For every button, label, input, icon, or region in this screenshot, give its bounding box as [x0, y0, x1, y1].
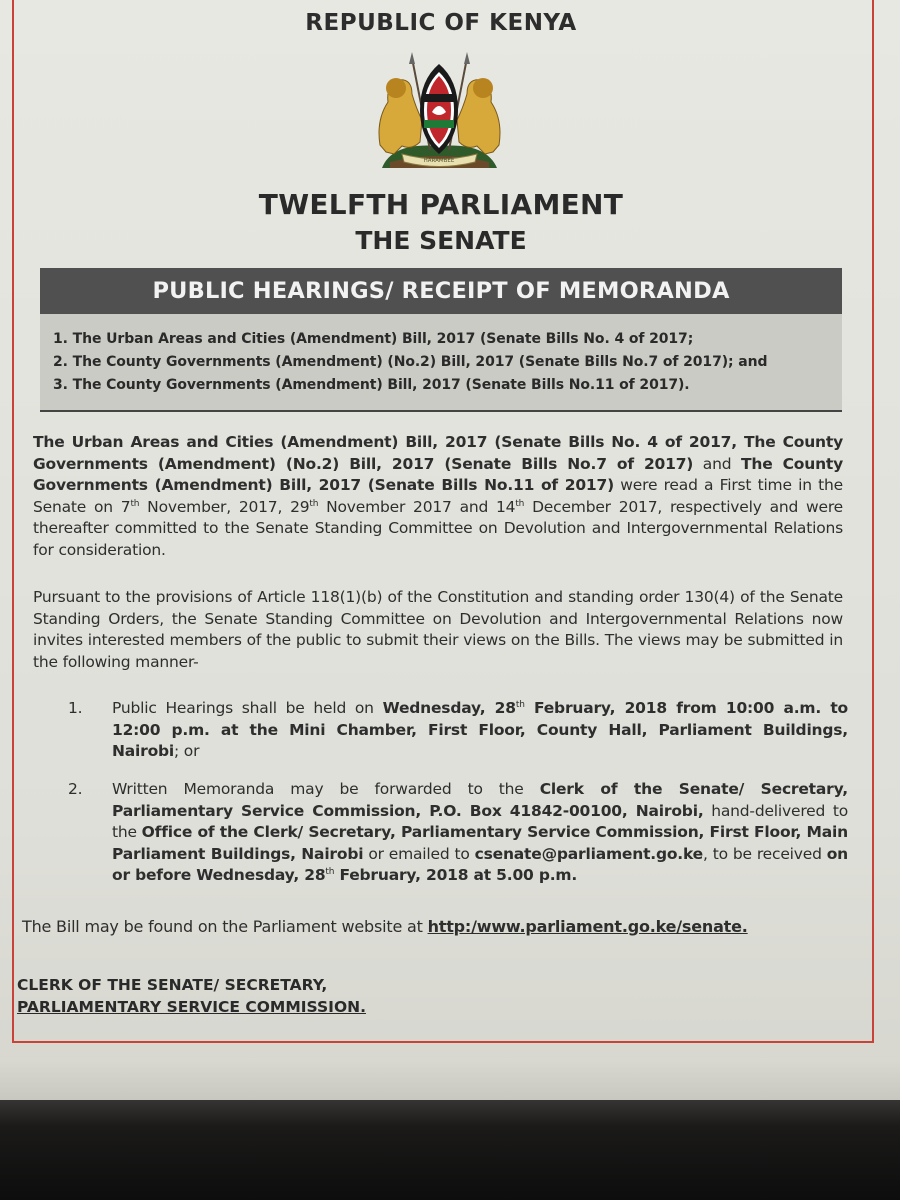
item-number: 1. — [68, 699, 83, 717]
intro-paragraph — [33, 432, 843, 561]
paper-fold — [0, 1058, 900, 1100]
ordinal-suffix: th — [515, 700, 525, 710]
item-text-part: Written Memoranda may be forwarded to the — [112, 780, 540, 798]
signoff — [17, 975, 617, 1018]
paragraph-text: November 2017 and 14 — [318, 497, 516, 516]
paragraph-text: were read a First time in the Senate on 7 — [33, 476, 843, 516]
item-text-part: ; or — [174, 742, 200, 760]
bill-item: 3. The County Governments (Amendment) Bill, 2017 (Senate Bills No.11 of 2017). — [53, 377, 690, 393]
signoff-line: CLERK OF THE SENATE/ SECRETARY, — [17, 976, 328, 994]
item-text — [112, 779, 848, 887]
bills-reference: The County Governments (Amendment) Bill, 2017 (Senate Bills No.11 of 2017) — [33, 454, 844, 494]
parliament-heading: TWELFTH PARLIAMENT — [258, 188, 624, 221]
item-text-part: or emailed to — [363, 844, 475, 863]
invitation-paragraph: Pursuant to the provisions of Article 118(1)(b) of the Constitution and standing order 130(4) of the Senate Standing Orders, the Senate Standing Committee on Devolution and Intergovernmental Relations now invites interested members of the public to submit their views on the Bills. The views may be submitted in the following manner- — [33, 588, 843, 671]
hearing-details: February, 2018 from 10:00 a.m. to 12:00 p.m. at the Mini Chamber, First Floor, County Hall, Parliament Buildings, Nairobi — [112, 699, 848, 760]
coat-of-arms-icon — [372, 50, 507, 175]
ordinal-suffix: th — [325, 867, 335, 877]
website-line — [22, 917, 852, 936]
item-text-part: Public Hearings shall be held on — [112, 699, 383, 717]
item-text — [112, 698, 848, 763]
signoff-line: PARLIAMENTARY SERVICE COMMISSION. — [17, 997, 366, 1016]
item-text-part: hand-delivered to the — [112, 801, 849, 841]
paragraph-text: December 2017, respectively and were thereafter committed to the Senate Standing Committee on Devolution and Intergovernmental Relations for consideration. — [33, 497, 843, 559]
ordinal-suffix: th — [130, 498, 140, 509]
hearing-date: Wednesday, 28 — [382, 699, 516, 717]
senate-heading: THE SENATE — [355, 226, 527, 255]
deadline: February, 2018 at 5.00 p.m. — [334, 866, 578, 884]
bill-item: 1. The Urban Areas and Cities (Amendment) Bill, 2017 (Senate Bills No. 4 of 2017; — [53, 331, 694, 347]
ordinal-suffix: th — [309, 498, 319, 509]
country-heading: REPUBLIC OF KENYA — [305, 10, 577, 36]
office-address: Office of the Clerk/ Secretary, Parliamentary Service Commission, First Floor, Main Parliament Buildings, Nairobi — [112, 823, 848, 863]
bills-list — [40, 314, 842, 412]
notice-banner: PUBLIC HEARINGS/ RECEIPT OF MEMORANDA — [40, 268, 842, 314]
website-link: http:/www.parliament.go.ke/senate. — [427, 917, 748, 936]
bill-item: 2. The County Governments (Amendment) (No.2) Bill, 2017 (Senate Bills No.7 of 2017); and — [53, 354, 768, 370]
paragraph-text: November, 2017, 29 — [139, 497, 310, 516]
motto-text: HARAMBEE — [423, 158, 455, 164]
deadline: on or before Wednesday, 28 — [112, 844, 848, 884]
website-text: The Bill may be found on the Parliament website at — [22, 917, 428, 936]
paragraph-text: and — [693, 454, 741, 473]
email-address: csenate@parliament.go.ke — [474, 844, 703, 863]
item-number: 2. — [68, 780, 83, 798]
ordinal-suffix: th — [515, 498, 525, 509]
item-text-part: , to be received — [703, 844, 827, 863]
postal-address: Clerk of the Senate/ Secretary, Parliamentary Service Commission, P.O. Box 41842-00100, Nairobi, — [112, 780, 848, 820]
bills-reference: The Urban Areas and Cities (Amendment) Bill, 2017 (Senate Bills No. 4 of 2017, The County Governments (Amendment) (No.2) Bill, 2017 (Senate Bills No.7 of 2017) — [33, 433, 843, 473]
table-background — [0, 1095, 900, 1200]
